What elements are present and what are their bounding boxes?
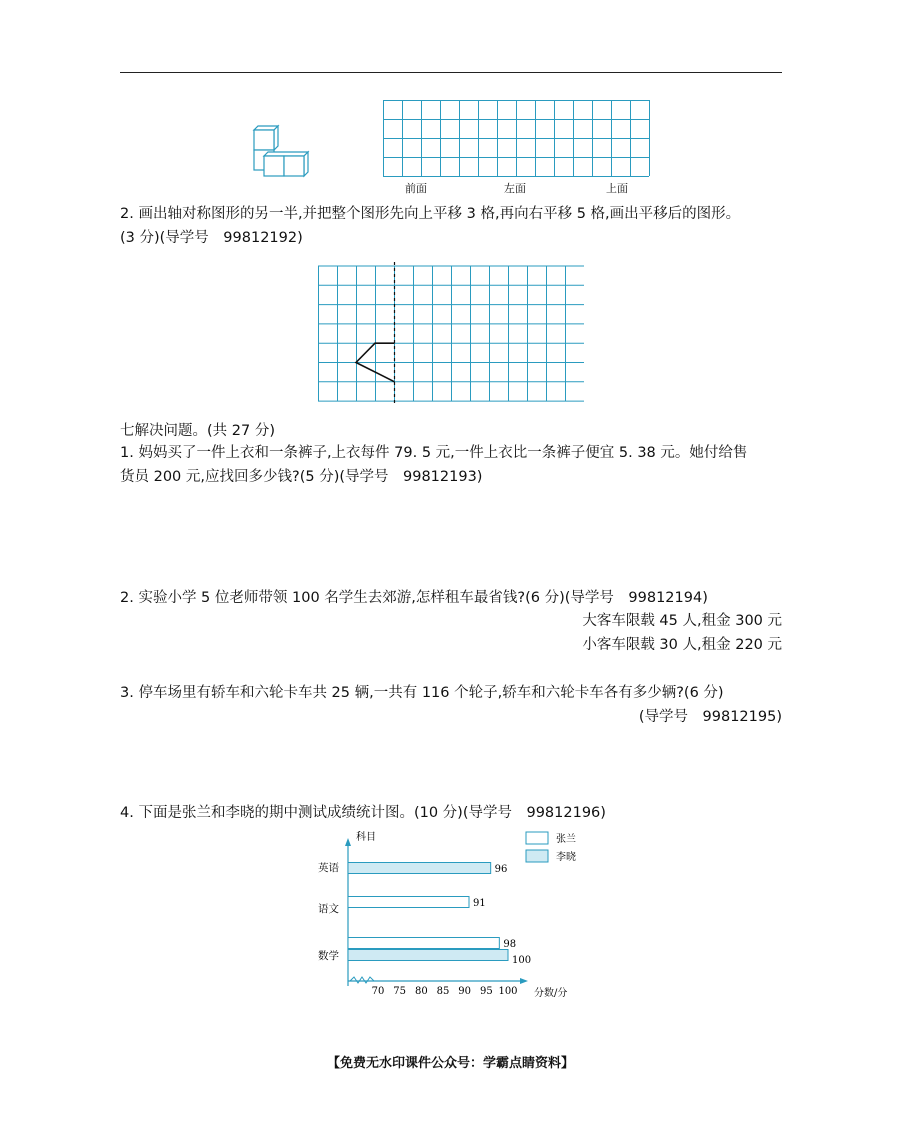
- bar-value-label: 96: [494, 864, 508, 875]
- front-view-label: 前面: [405, 182, 427, 195]
- bar-value-label: 91: [473, 898, 486, 909]
- question-7-1-line1: 1. 妈妈买了一件上衣和一条裤子,上衣每件 79. 5 元,一件上衣比一条裤子便宜 5. 38 元。她付给售: [120, 445, 748, 461]
- chart-xlabel: 分数/分: [534, 988, 568, 999]
- x-tick-label: 90: [458, 986, 472, 997]
- question-7-3-line2: (导学号 99812195): [638, 709, 782, 725]
- left-view-label: 左面: [504, 182, 526, 195]
- x-tick-label: 95: [479, 986, 493, 997]
- axis-break: [350, 977, 374, 983]
- question-7-3-line1: 3. 停车场里有轿车和六轮卡车共 25 辆,一共有 116 个轮子,轿车和六轮卡车各有多少辆?(6 分): [120, 685, 724, 701]
- x-tick-label: 75: [393, 986, 407, 997]
- question-7-2-line1: 2. 实验小学 5 位老师带领 100 名学生去郊游,怎样租车最省钱?(6 分)(导学号 99812194): [120, 590, 708, 606]
- y-axis-arrow: [345, 838, 351, 846]
- section-7-heading: 七解决问题。(共 27 分): [120, 423, 275, 439]
- question-7-1-line2: 货员 200 元,应找回多少钱?(5 分)(导学号 99812193): [120, 469, 483, 485]
- footer-note: 【免费无水印课件公众号：学霸点睛资料】: [326, 1056, 574, 1071]
- bar-value-label: 98: [503, 939, 517, 950]
- legend-swatch-zhanglan: [526, 832, 548, 844]
- top-view-label: 上面: [606, 182, 628, 195]
- bar-value-label: 100: [512, 955, 532, 966]
- bar: [348, 938, 499, 949]
- x-axis-arrow: [520, 978, 528, 984]
- question-6-2-line2: (3 分)(导学号 99812192): [120, 230, 303, 246]
- view-grid: [383, 100, 650, 177]
- big-bus-info: 大客车限载 45 人,租金 300 元: [582, 613, 782, 629]
- bar: [348, 863, 491, 874]
- bar: [348, 897, 469, 908]
- chart-ylabel: 科目: [356, 832, 376, 843]
- x-tick-label: 70: [371, 986, 385, 997]
- question-6-2-line1: 2. 画出轴对称图形的另一半,并把整个图形先向上平移 3 格,再向右平移 5 格,画出平移后的图形。: [120, 206, 741, 222]
- category-label: 英语: [318, 862, 339, 874]
- x-tick-label: 100: [498, 986, 518, 997]
- x-tick-label: 85: [436, 986, 450, 997]
- legend-label-zhanglan: 张兰: [556, 834, 576, 845]
- question-7-4-line1: 4. 下面是张兰和李晓的期中测试成绩统计图。(10 分)(导学号 99812196): [120, 805, 606, 821]
- category-label: 语文: [318, 903, 339, 915]
- top-rule: [120, 72, 782, 73]
- category-label: 数学: [318, 950, 339, 962]
- score-bar-chart: [300, 826, 600, 1006]
- x-tick-label: 80: [414, 986, 428, 997]
- legend-label-lixiao: 李晓: [556, 852, 576, 863]
- symmetry-grid: [318, 262, 584, 406]
- small-bus-info: 小客车限载 30 人,租金 220 元: [582, 637, 782, 653]
- legend-swatch-lixiao: [526, 850, 548, 862]
- bar: [348, 950, 508, 961]
- cube-figure: [248, 122, 314, 180]
